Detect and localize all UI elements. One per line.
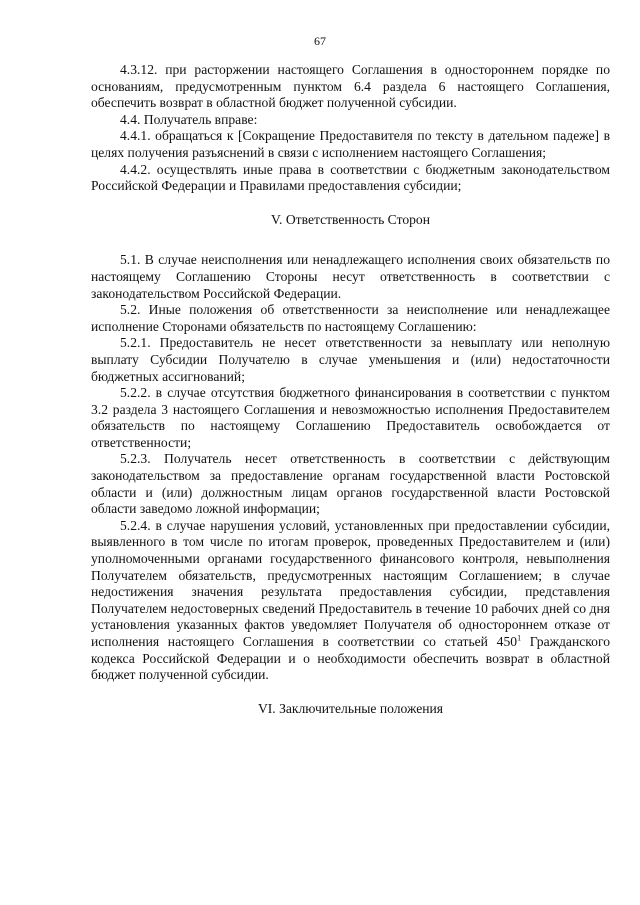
paragraph-4-4-2: 4.4.2. осуществлять иные права в соответствии с бюджетным законодательством Российской Федерации и Правилами предоставления субсидии; <box>91 161 610 194</box>
article-superscript: 1 <box>517 633 522 643</box>
paragraph-5-1: 5.1. В случае неисполнения или ненадлежащего исполнения своих обязательств по настоящему Соглашению Стороны несут ответственность в соответствии с законодательством Российской Федерации. <box>91 252 610 301</box>
section-vi-title: VI. Заключительные положения <box>257 700 444 716</box>
paragraph-4-3-12: 4.3.12. при расторжении настоящего Соглашения в одностороннем порядке по основаниям, предусмотренным пунктом 6.4 раздела 6 настоящего Соглашения, обеспечить возврат в областной бюджет полученной субсидии. <box>91 62 610 111</box>
paragraph-5-2-1: 5.2.1. Предоставитель не несет ответственности за невыплату или неполную выплату Субсидии Получателю в случае уменьшения и (или) недостаточности бюджетных ассигнований; <box>91 335 610 384</box>
paragraph-4-4-1: 4.4.1. обращаться к [Сокращение Предоставителя по тексту в дательном падеже] в целях получения разъяснений в связи с исполнением настоящего Соглашения; <box>91 128 610 160</box>
paragraph-4-4: 4.4. Получатель вправе: <box>120 111 258 127</box>
paragraph-5-2-2: 5.2.2. в случае отсутствия бюджетного финансирования в соответствии с пунктом 3.2 раздела 3 настоящего Соглашения и невозможностью исполнения Предоставителем обязательств по настоящему Соглашению Предоставитель освобождается от ответственности; <box>91 385 610 450</box>
paragraph-5-2-4-tail: Гражданского кодекса Российской Федерации и о необходимости обеспечить возврат в областной бюджет полученной субсидии. <box>91 634 610 683</box>
document-body <box>91 62 610 717</box>
paragraph-5-2-4 <box>91 518 610 684</box>
paragraph-5-2-4-text: 5.2.4. в случае нарушения условий, установленных при предоставлении субсидии, выявленного в том числе по итогам проверок, проведенных Предоставителем и (или) уполномоченными органами государственного финансового контроля, невыполнения Получателем обязательств, предусмотренных настоящим Соглашением; в случае недостижения значения результата предоставления субсидии, представления Получателем недостоверных сведений Предоставитель в течение 10 рабочих дней со дня установления указанных фактов уведомляет Получателя об одностороннем отказе от исполнения настоящего Соглашения в соответствии со статьей 450 <box>91 517 610 649</box>
paragraph-5-2: 5.2. Иные положения об ответственности за неисполнение или ненадлежащее исполнение Сторонами обязательств по настоящему Соглашению: <box>91 302 610 334</box>
section-v-title: V. Ответственность Сторон <box>270 211 430 227</box>
page-number: 67 <box>314 34 326 48</box>
paragraph-5-2-3: 5.2.3. Получатель несет ответственность в соответствии с действующим законодательством за предоставление органам государственной власти Ростовской области и (или) должностным лицам органов государственной власти Ростовской области заведомо ложной информации; <box>91 451 610 517</box>
